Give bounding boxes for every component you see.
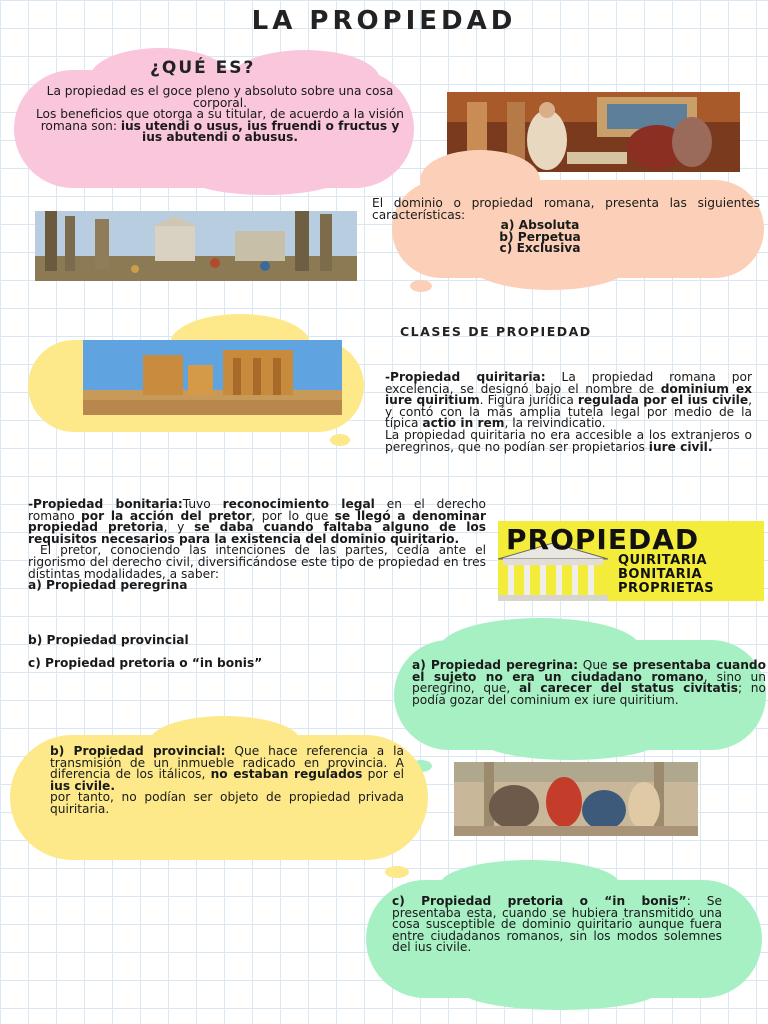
- text-bold: se llegó a denominar propiedad pretoria: [28, 508, 486, 535]
- text-bold: b) Propiedad provincial: [28, 633, 189, 647]
- dominio-text: El dominio o propiedad romana, presenta las siguientes características:: [372, 196, 760, 222]
- text-span: Que: [578, 658, 613, 672]
- text-span: Que hace referencia a la transmisión de un inmueble radicado en provincia. A diferencia de los itálicos,: [50, 744, 404, 782]
- text-bold: por la acción del pretor: [81, 508, 252, 523]
- bonitaria-list-provincial: [28, 635, 428, 647]
- text-span: por el: [362, 767, 404, 782]
- propiedad-badge: [498, 521, 764, 601]
- text-span: , la reivindicatio.: [504, 416, 606, 431]
- que-es-definition: La propiedad es el goce pleno y absoluto sobre una cosa corporal.: [46, 84, 394, 110]
- bonitaria-list-pretoria: [28, 658, 428, 670]
- quiritaria-label: -Propiedad quiritaria:: [385, 370, 546, 384]
- photo-temple-ruins: [83, 340, 342, 415]
- text-bold: no estaban regulados: [210, 767, 363, 782]
- dominio-item-perpetua: b) Perpetua: [499, 229, 581, 244]
- text-bold: regulada por el ius civile: [577, 393, 749, 408]
- pink-cloud-puff: [180, 150, 350, 195]
- text-bold: al carecer del status civitatis: [518, 681, 738, 696]
- text-bold: c) Propiedad pretoria o “in bonis”: [28, 656, 263, 670]
- green-cloud-puff: [460, 970, 660, 1010]
- que-es-heading: ¿QUÉ ES?: [150, 58, 256, 78]
- badge-line-quiritaria: QUIRITARIA: [618, 553, 708, 568]
- text-span: , por lo que: [251, 508, 335, 523]
- bonitaria-text: [28, 499, 486, 592]
- painting-roman-crowd: [454, 762, 698, 836]
- text-span: en el derecho romano: [28, 497, 487, 523]
- text-bold: se daba cuando faltaba alguno de los requisitos necesarios para la existencia del dominio quiritario.: [28, 520, 486, 546]
- text-bold: se presentaba cuando el sujeto no era un ciudadano romano: [412, 658, 766, 684]
- yellow-cloud-dot: [385, 866, 409, 878]
- bonitaria-list-peregrina: a) Propiedad peregrina: [28, 578, 188, 593]
- text-bold: iure civil.: [648, 439, 713, 454]
- text-span: por tanto, no podían ser objeto de propiedad privada quiritaria.: [50, 790, 404, 816]
- text-bold: dominium ex iure quiritium: [385, 381, 752, 408]
- text-span: : Se presentaba esta, cuando se hubiera transmitido una cosa susceptible de dominio quiritario aunque fuera entre ciudadanos romanos, sin los modos solemnes del ius civile.: [392, 894, 722, 955]
- peach-cloud-dot: [410, 280, 432, 292]
- clases-heading: CLASES DE PROPIEDAD: [400, 324, 592, 339]
- badge-title: PROPIEDAD: [506, 523, 700, 556]
- pretoria-label: c) Propiedad pretoria o “in bonis”: [392, 894, 687, 908]
- page-title: LA PROPIEDAD: [251, 6, 517, 36]
- que-es-benefits: Los beneficios que otorga a su titular, de acuerdo a la visión romana son:: [35, 107, 405, 133]
- quiritaria-text: [385, 372, 752, 453]
- badge-line-proprietas: PROPRIETAS: [618, 581, 715, 596]
- que-es-text: [30, 86, 410, 144]
- text-span: La propiedad romana por excelencia, se designó bajo el nombre de: [385, 370, 752, 396]
- text-span: El pretor, conociendo las intenciones de las partes, cedía ante el rigorismo del derecho civil, diversificándose este tipo de propiedad en tres distintas modalidades, a saber:: [28, 543, 486, 581]
- dominio-item-absoluta: a) Absoluta: [500, 218, 580, 232]
- peregrina-label: a) Propiedad peregrina:: [412, 658, 579, 672]
- yellow-cloud-dot: [330, 434, 350, 446]
- green-cloud-puff: [480, 720, 660, 760]
- dominio-item-exclusiva: c) Exclusiva: [499, 241, 581, 256]
- text-span: Tuvo: [182, 497, 223, 511]
- painting-roman-ruins: [35, 211, 357, 281]
- bonitaria-label: -Propiedad bonitaria:: [28, 497, 183, 511]
- pretoria-text: [392, 896, 722, 954]
- provincial-label: b) Propiedad provincial:: [50, 744, 226, 758]
- text-bold: actio in rem: [422, 416, 505, 431]
- badge-line-bonitaria: BONITARIA: [618, 567, 703, 582]
- text-bold: ius civile.: [50, 778, 115, 793]
- text-span: La propiedad quiritaria no era accesible a los extranjeros o peregrinos, que no podían ser propietarios: [385, 427, 752, 454]
- provincial-text: [50, 746, 404, 816]
- text-span: , y: [163, 520, 195, 535]
- dominio-list: [450, 220, 630, 255]
- text-span: , y contó con la más amplia tutela legal por medio de la típica: [385, 393, 752, 431]
- text-span: ; no podía gozar del cominium ex iure quiritium.: [412, 681, 766, 707]
- text-span: , sino un peregrino, que,: [412, 669, 766, 696]
- text-bold: reconocimiento legal: [222, 497, 375, 511]
- peregrina-text: [412, 660, 766, 706]
- que-es-benefits-bold: ius utendi o usus, ius fruendi o fructus y ius abutendi o abusus.: [120, 118, 400, 145]
- text-span: . Figura jurídica: [479, 393, 578, 408]
